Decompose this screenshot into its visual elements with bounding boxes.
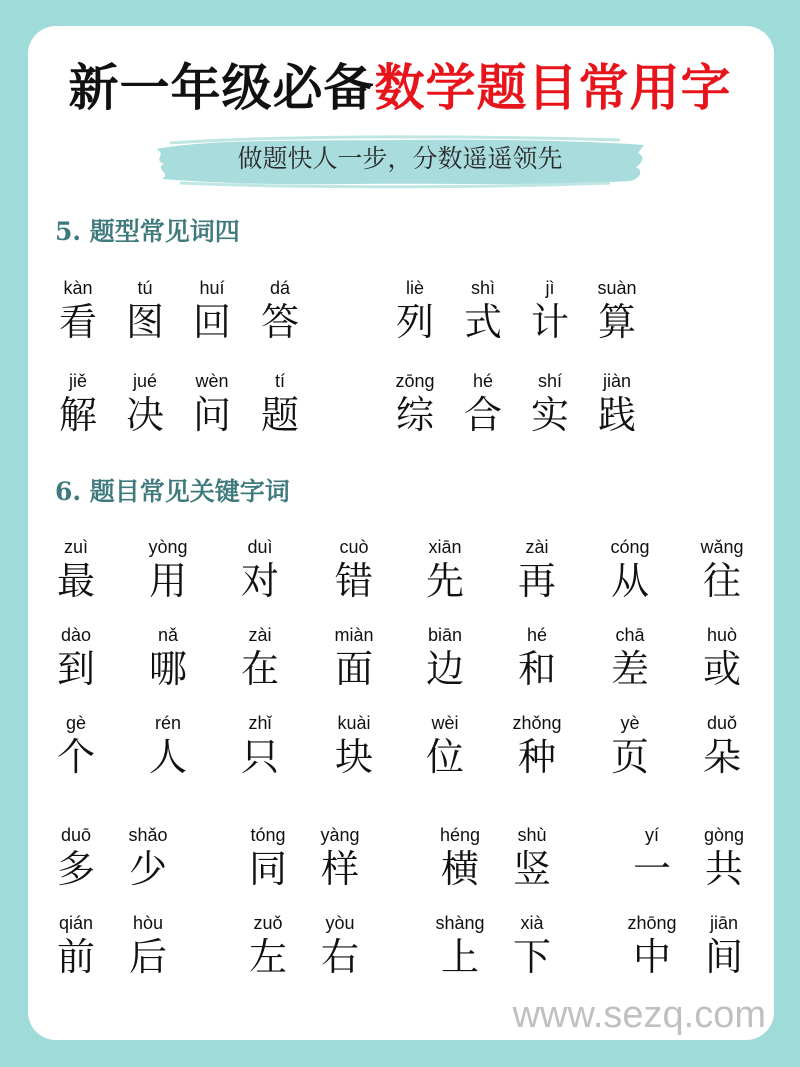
hanzi-character: 边 <box>425 647 464 691</box>
pinyin-label: wèn <box>195 371 229 391</box>
pinyin-label: duì <box>247 537 273 557</box>
pinyin-label: xià <box>520 913 544 933</box>
hanzi-character: 左 <box>248 935 287 979</box>
pinyin-label: gòng <box>703 825 745 845</box>
hanzi-character: 答 <box>260 300 299 344</box>
character-cell <box>512 370 588 438</box>
character-cell <box>110 824 186 892</box>
hanzi-character: 人 <box>148 735 187 779</box>
pinyin-label: zuǒ <box>253 913 283 933</box>
hanzi-character: 页 <box>610 735 649 779</box>
hanzi-character: 合 <box>463 393 502 437</box>
hanzi-character: 右 <box>320 935 359 979</box>
pinyin-label: tú <box>137 278 153 298</box>
hanzi-character: 践 <box>597 393 636 437</box>
pinyin-label: hé <box>526 625 548 645</box>
pinyin-label: kàn <box>63 278 93 298</box>
character-cell <box>499 712 575 780</box>
pinyin-label: zhǒng <box>512 713 562 733</box>
hanzi-character: 到 <box>56 647 95 691</box>
pinyin-label: zuì <box>63 537 88 557</box>
character-cell <box>614 912 690 980</box>
character-cell <box>174 277 250 345</box>
character-cell <box>494 824 570 892</box>
character-cell <box>499 624 575 692</box>
character-cell <box>174 370 250 438</box>
pinyin-label: rén <box>154 713 181 733</box>
hanzi-character: 实 <box>530 393 569 437</box>
character-cell <box>38 624 114 692</box>
character-cell <box>499 536 575 604</box>
pinyin-label: chā <box>615 625 645 645</box>
hanzi-character: 少 <box>128 847 167 891</box>
pinyin-label: cóng <box>610 537 650 557</box>
hanzi-character: 后 <box>128 935 167 979</box>
character-cell <box>592 712 668 780</box>
hanzi-character: 式 <box>463 300 502 344</box>
hanzi-character: 前 <box>56 935 95 979</box>
character-cell <box>684 624 760 692</box>
character-cell <box>445 277 521 345</box>
pinyin-label: duō <box>60 825 92 845</box>
character-cell <box>38 536 114 604</box>
pinyin-label: liè <box>405 278 424 298</box>
character-cell <box>242 370 318 438</box>
pinyin-label: shù <box>517 825 547 845</box>
pinyin-label: jiān <box>709 913 739 933</box>
character-cell <box>316 712 392 780</box>
character-cell <box>222 536 298 604</box>
pinyin-label: héng <box>439 825 481 845</box>
hanzi-character: 多 <box>56 847 95 891</box>
hanzi-character: 竖 <box>512 847 551 891</box>
character-cell <box>222 624 298 692</box>
hanzi-character: 共 <box>704 847 743 891</box>
pinyin-label: huí <box>199 278 225 298</box>
hanzi-character: 间 <box>704 935 743 979</box>
pinyin-label: yàng <box>320 825 360 845</box>
pinyin-label: yè <box>620 713 640 733</box>
pinyin-label: shì <box>470 278 495 298</box>
character-cell <box>592 624 668 692</box>
watermark: www.sezq.com <box>512 994 766 1036</box>
hanzi-character: 只 <box>240 735 279 779</box>
hanzi-character: 差 <box>610 647 649 691</box>
pinyin-label: hé <box>472 371 494 391</box>
hanzi-character: 从 <box>610 559 649 603</box>
character-cell <box>316 536 392 604</box>
hanzi-character: 决 <box>125 393 164 437</box>
pinyin-label: zhǐ <box>248 713 272 733</box>
subtitle: 做题快人一步，分数遥遥领先 <box>237 144 563 173</box>
hanzi-character: 块 <box>334 735 373 779</box>
hanzi-character: 横 <box>440 847 479 891</box>
pinyin-label: zài <box>525 537 549 557</box>
character-cell <box>592 536 668 604</box>
character-cell <box>130 712 206 780</box>
pinyin-label: jì <box>545 278 555 298</box>
section-6-title: 6. 题目常见关键字词 <box>55 477 290 506</box>
character-cell <box>230 824 306 892</box>
hanzi-character: 同 <box>248 847 287 891</box>
pinyin-label: huò <box>706 625 738 645</box>
pinyin-label: nǎ <box>157 625 179 645</box>
pinyin-label: jiàn <box>602 371 632 391</box>
character-cell <box>107 370 183 438</box>
character-cell <box>579 370 655 438</box>
pinyin-label: dá <box>269 278 291 298</box>
pinyin-label: jiě <box>68 371 87 391</box>
hanzi-character: 综 <box>395 393 434 437</box>
hanzi-character: 样 <box>320 847 359 891</box>
character-cell <box>302 912 378 980</box>
hanzi-character: 下 <box>512 935 551 979</box>
character-cell <box>316 624 392 692</box>
hanzi-character: 对 <box>240 559 279 603</box>
character-cell <box>445 370 521 438</box>
character-cell <box>230 912 306 980</box>
hanzi-character: 图 <box>125 300 164 344</box>
pinyin-label: qián <box>58 913 94 933</box>
pinyin-label: zài <box>248 625 272 645</box>
character-cell <box>494 912 570 980</box>
character-cell <box>407 624 483 692</box>
pinyin-label: zhōng <box>627 913 677 933</box>
character-cell <box>242 277 318 345</box>
character-cell <box>684 712 760 780</box>
character-cell <box>422 824 498 892</box>
character-cell <box>686 912 762 980</box>
pinyin-label: xiān <box>428 537 462 557</box>
pinyin-label: kuài <box>337 713 371 733</box>
pinyin-label: suàn <box>597 278 637 298</box>
character-cell <box>130 624 206 692</box>
character-cell <box>302 824 378 892</box>
pinyin-label: miàn <box>334 625 374 645</box>
hanzi-character: 先 <box>425 559 464 603</box>
pinyin-label: shǎo <box>128 825 168 845</box>
hanzi-character: 最 <box>56 559 95 603</box>
pinyin-label: dào <box>60 625 92 645</box>
pinyin-label: yòu <box>325 913 355 933</box>
character-cell <box>686 824 762 892</box>
hanzi-character: 朵 <box>702 735 741 779</box>
hanzi-character: 哪 <box>148 647 187 691</box>
character-cell <box>377 277 453 345</box>
hanzi-character: 上 <box>440 935 479 979</box>
character-cell <box>684 536 760 604</box>
character-cell <box>579 277 655 345</box>
character-cell <box>512 277 588 345</box>
hanzi-character: 在 <box>240 647 279 691</box>
pinyin-label: gè <box>65 713 87 733</box>
character-cell <box>407 712 483 780</box>
hanzi-character: 和 <box>517 647 556 691</box>
hanzi-character: 面 <box>334 647 373 691</box>
hanzi-character: 回 <box>192 300 231 344</box>
hanzi-character: 错 <box>334 559 373 603</box>
character-cell <box>107 277 183 345</box>
hanzi-character: 题 <box>260 393 299 437</box>
character-cell <box>614 824 690 892</box>
pinyin-label: hòu <box>132 913 164 933</box>
pinyin-label: tóng <box>250 825 286 845</box>
hanzi-character: 一 <box>632 847 671 891</box>
hanzi-character: 用 <box>148 559 187 603</box>
hanzi-character: 中 <box>632 935 671 979</box>
hanzi-character: 再 <box>517 559 556 603</box>
hanzi-character: 问 <box>192 393 231 437</box>
character-cell <box>40 370 116 438</box>
pinyin-label: jué <box>132 371 158 391</box>
pinyin-label: shàng <box>435 913 485 933</box>
character-cell <box>377 370 453 438</box>
character-cell <box>38 824 114 892</box>
hanzi-character: 解 <box>58 393 97 437</box>
hanzi-character: 看 <box>58 300 97 344</box>
pinyin-label: biān <box>427 625 463 645</box>
character-cell <box>130 536 206 604</box>
pinyin-label: yòng <box>148 537 188 557</box>
hanzi-character: 算 <box>597 300 636 344</box>
pinyin-label: yí <box>644 825 659 845</box>
hanzi-character: 计 <box>530 300 569 344</box>
hanzi-character: 列 <box>395 300 434 344</box>
hanzi-character: 个 <box>56 735 95 779</box>
pinyin-label: zōng <box>395 371 435 391</box>
page-title <box>0 58 800 118</box>
hanzi-character: 往 <box>702 559 741 603</box>
character-cell <box>40 277 116 345</box>
title-black-part: 新一年级必备 <box>68 59 375 117</box>
pinyin-label: duǒ <box>706 713 738 733</box>
pinyin-label: wǎng <box>700 537 744 557</box>
title-red-part: 数学题目常用字 <box>374 59 732 117</box>
pinyin-label: shí <box>537 371 562 391</box>
pinyin-label: wèi <box>431 713 459 733</box>
hanzi-character: 或 <box>702 647 741 691</box>
character-cell <box>222 712 298 780</box>
hanzi-character: 位 <box>425 735 464 779</box>
section-5-title: 5. 题型常见词四 <box>55 217 240 246</box>
pinyin-label: tí <box>274 371 285 391</box>
character-cell <box>407 536 483 604</box>
hanzi-character: 种 <box>517 735 556 779</box>
character-cell <box>38 912 114 980</box>
character-cell <box>38 712 114 780</box>
pinyin-label: cuò <box>339 537 369 557</box>
character-cell <box>110 912 186 980</box>
character-cell <box>422 912 498 980</box>
